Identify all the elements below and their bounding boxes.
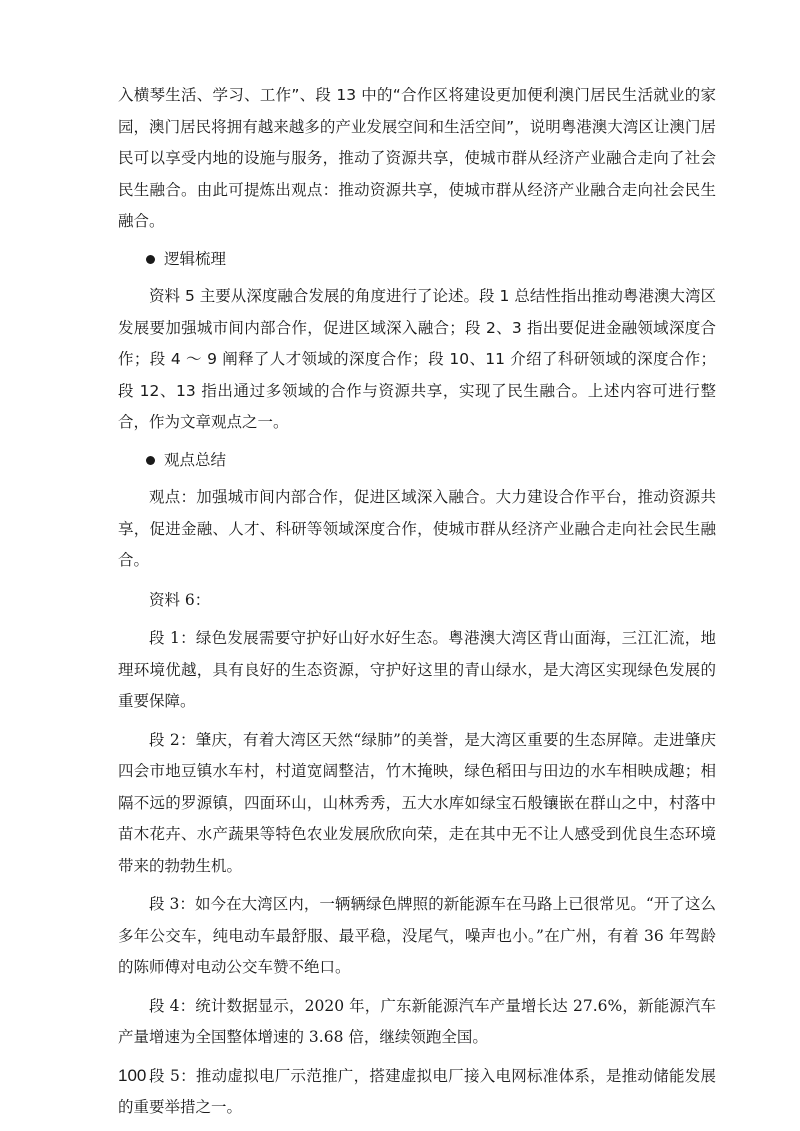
summary-heading-text: 观点总结 <box>164 450 227 469</box>
bullet-dot-icon <box>146 456 155 465</box>
spacer <box>118 577 716 585</box>
logic-heading-text: 逻辑梳理 <box>164 249 227 268</box>
material-6-paragraph-4: 段 4：统计数据显示，2020 年，广东新能源汽车产量增长达 27.6%，新能源汽车产量增速为全国整体增速的 3.68 倍，继续领跑全国。 <box>118 996 716 1046</box>
material-6-title: 资料 6： <box>149 590 211 609</box>
summary-heading <box>118 445 716 477</box>
material-6-section <box>118 585 716 1124</box>
material-6-paragraph-1: 段 1：绿色发展需要守护好山好水好生态。粤港澳大湾区背山面海，三江汇流，地理环境优越，具有良好的生态资源，守护好这里的青山绿水，是大湾区实现绿色发展的重要保障。 <box>118 629 716 710</box>
continuation-paragraph: 入横琴生活、学习、工作”、段 13 中的“合作区将建设更加便利澳门居民生活就业的家园，澳门居民将拥有越来越多的产业发展空间和生活空间”，说明粤港澳大湾区让澳门居民可以享受内地的设施与服务，推动了资源共享，使城市群从经济产业融合走向了社会民生融合。由此可提炼出观点：推动资源共享，使城市群从经济产业融合走向社会民生融合。 <box>118 86 716 230</box>
bullet-dot-icon <box>146 255 155 264</box>
summary-paragraph: 观点：加强城市间内部合作，促进区域深入融合。大力建设合作平台，推动资源共享，促进金融、人才、科研等领域深度合作，使城市群从经济产业融合走向社会民生融合。 <box>118 488 716 569</box>
logic-heading <box>118 244 716 276</box>
page-body <box>118 80 716 1131</box>
material-6-paragraph-3: 段 3：如今在大湾区内，一辆辆绿色牌照的新能源车在马路上已很常见。“开了这么多年公交车，纯电动车最舒服、最平稳，没尾气，噪声也小。”在广州，有着 36 年驾龄的陈师傅对电动公交车赞不绝口。 <box>118 895 716 976</box>
page-number: 100 <box>118 1066 147 1085</box>
material-6-paragraph-5: 段 5：推动虚拟电厂示范推广，搭建虚拟电厂接入电网标准体系，是推动储能发展的重要举措之一。 <box>118 1066 716 1116</box>
logic-paragraph: 资料 5 主要从深度融合发展的角度进行了论述。段 1 总结性指出推动粤港澳大湾区发展要加强城市间内部合作，促进区域深入融合；段 2、3 指出要促进金融领域深度合作；段 4 ～ 9 阐释了人才领域的深度合作；段 10、11 介绍了科研领域的深度合作；段 12、13 指出通过多领域的合作与资源共享，实现了民生融合。上述内容可进行整合，作为文章观点之一。 <box>118 287 716 431</box>
material-6-paragraph-2: 段 2：肇庆，有着大湾区天然“绿肺”的美誉，是大湾区重要的生态屏障。走进肇庆四会市地豆镇水车村，村道宽阔整洁，竹木掩映，绿色稻田与田边的水车相映成趣；相隔不远的罗源镇，四面环山，山林秀秀，五大水库如绿宝石般镶嵌在群山之中，村落中苗木花卉、水产蔬果等特色农业发展欣欣向荣，走在其中无不让人感受到优良生态环境带来的勃勃生机。 <box>118 730 716 875</box>
